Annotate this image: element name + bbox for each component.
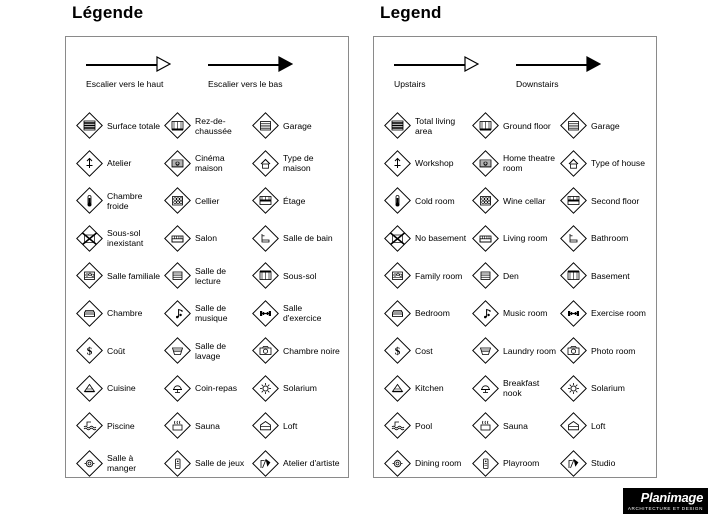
legend-item [472,145,560,183]
sauna-icon-glyph [164,412,191,439]
legend-item [76,145,164,183]
kitchen-icon [384,375,411,402]
legend-item [384,295,472,333]
exercise-room-icon [560,300,587,327]
total-area-icon-glyph [76,112,103,139]
legend-item-label: Total living area [415,115,456,136]
legend-item [252,370,340,408]
legend-item [472,332,560,370]
bedroom-icon [384,300,411,327]
legend-row [76,445,340,483]
legend-row [76,295,340,333]
legend-item [76,370,164,408]
dining-room-icon-glyph [384,450,411,477]
loft-icon-glyph [560,412,587,439]
legend-item-label: Salle de musique [195,303,228,324]
svg-text:$: $ [86,345,93,358]
no-basement-icon [384,225,411,252]
legend-row [76,332,340,370]
solid-arrow-icon [586,56,601,72]
legend-row [384,145,648,183]
legend-item-label: Type of house [591,158,645,169]
legend-item-label: Salle familiale [107,270,161,281]
stairs-header-en [374,53,656,105]
legend-row [76,107,340,145]
legend-item [472,182,560,220]
legend-item-label: Solarium [591,383,625,394]
legend-item-label: Salle de jeux [195,458,245,469]
legend-item-label: Cost [415,345,433,356]
dining-room-icon [384,450,411,477]
second-floor-icon [252,187,279,214]
legend-item [252,445,340,483]
legend-item-label: Cinéma maison [195,153,225,174]
legend-row [384,407,648,445]
arrow-line [394,64,470,66]
legend-item-label: Piscine [107,420,135,431]
legend-row [76,370,340,408]
solarium-icon [252,375,279,402]
legend-item-label: Bedroom [415,308,450,319]
workshop-icon [76,150,103,177]
legend-item [76,332,164,370]
legend-item-label: Chambre [107,308,143,319]
legend-item [252,295,340,333]
workshop-icon-glyph [76,150,103,177]
legend-grid-fr [76,107,340,474]
breakfast-nook-icon [472,375,499,402]
legend-item [164,295,252,333]
legend-item-label: Salle de lavage [195,340,227,361]
wine-cellar-icon-glyph [472,187,499,214]
legend-item-label: Wine cellar [503,195,546,206]
basement-icon [252,262,279,289]
legend-item-label: Exercise room [591,308,646,319]
bedroom-icon-glyph [76,300,103,327]
legend-item [252,182,340,220]
playroom-icon [164,450,191,477]
legend-item [560,332,648,370]
legend-item [76,182,164,220]
legend-item-label: Garage [283,120,312,131]
garage-icon [252,112,279,139]
legend-item [164,407,252,445]
legend-item-label: Living room [503,233,548,244]
legend-item [384,145,472,183]
legend-row [76,220,340,258]
legend-item-label: Family room [415,270,463,281]
legend-item [252,220,340,258]
legend-item-label: Bathroom [591,233,629,244]
legend-item-label: Studio [591,458,616,469]
legend-item [384,407,472,445]
breakfast-nook-icon-glyph [472,375,499,402]
legend-row [76,257,340,295]
basement-icon [560,262,587,289]
no-basement-icon-glyph [76,225,103,252]
stairs-up-art-fr [84,53,204,75]
ground-floor-icon-glyph [472,112,499,139]
cold-room-icon-glyph [76,187,103,214]
total-area-icon-glyph [384,112,411,139]
second-floor-icon-glyph [560,187,587,214]
playroom-icon [472,450,499,477]
legend-item-label: Chambre froide [107,190,143,211]
loft-icon [560,412,587,439]
sauna-icon [164,412,191,439]
legend-item [164,145,252,183]
home-theatre-icon-glyph [472,150,499,177]
family-room-icon-glyph [76,262,103,289]
solarium-icon-glyph [252,375,279,402]
legend-item [252,407,340,445]
living-room-icon [472,225,499,252]
legend-item [472,107,560,145]
garage-icon-glyph [252,112,279,139]
legend-item-label: Salle d'exercice [283,303,322,324]
legend-item-label: Kitchen [415,383,444,394]
legend-item [472,220,560,258]
sauna-icon [472,412,499,439]
solarium-icon [560,375,587,402]
legend-panel-en [373,36,657,478]
breakfast-nook-icon [164,375,191,402]
playroom-icon-glyph [472,450,499,477]
legend-item-label: Breakfast nook [503,378,540,399]
exercise-room-icon-glyph [252,300,279,327]
legend-item-label: Laundry room [503,345,557,356]
legend-row [76,182,340,220]
legend-item-label: Ground floor [503,120,551,131]
photo-room-icon [560,337,587,364]
studio-icon-glyph [560,450,587,477]
living-room-icon-glyph [164,225,191,252]
legend-item [560,107,648,145]
legend-item-label: Sous-sol [283,270,317,281]
legend-item [76,445,164,483]
loft-icon-glyph [252,412,279,439]
pool-icon-glyph [384,412,411,439]
legend-item-label: Sauna [503,420,528,431]
workshop-icon [384,150,411,177]
stairs-down-label-en: Downstairs [516,79,559,89]
legend-item-label: Second floor [591,195,640,206]
legend-item [560,295,648,333]
legend-item [164,332,252,370]
pool-icon [76,412,103,439]
legend-row [76,145,340,183]
stairs-up-art-en [392,53,512,75]
credit-subtitle: ARCHITECTURE ET DESIGN [627,506,703,511]
stairs-up-label-fr: Escalier vers le haut [86,79,164,89]
legend-item [560,182,648,220]
legend-item-label: Type de maison [283,153,314,174]
stairs-down-art-en [514,53,634,75]
house-type-icon-glyph [560,150,587,177]
legend-item-label: Salle de lecture [195,265,227,286]
legend-row [384,182,648,220]
dining-room-icon-glyph [76,450,103,477]
living-room-icon-glyph [472,225,499,252]
legend-item-label: Rez-de-chaussée [195,115,232,136]
legend-item-label: Cuisine [107,383,136,394]
cost-icon-glyph [76,337,103,364]
house-type-icon [560,150,587,177]
sauna-icon-glyph [472,412,499,439]
legend-item [472,295,560,333]
den-icon-glyph [164,262,191,289]
open-arrow-icon [156,56,171,72]
garage-icon [560,112,587,139]
svg-text:$: $ [394,345,401,358]
laundry-room-icon [164,337,191,364]
pool-icon [384,412,411,439]
legend-item-label: Cellier [195,195,220,206]
exercise-room-icon-glyph [560,300,587,327]
legend-item [560,145,648,183]
den-icon [472,262,499,289]
breakfast-nook-icon-glyph [164,375,191,402]
bathroom-icon [252,225,279,252]
solid-arrow-icon [278,56,293,72]
pool-icon-glyph [76,412,103,439]
stairs-header-fr [66,53,348,105]
legend-row [76,407,340,445]
legend-item-label: Den [503,270,519,281]
stairs-down-label-fr: Escalier vers le bas [208,79,283,89]
legend-item [164,370,252,408]
music-room-icon-glyph [472,300,499,327]
total-area-icon [384,112,411,139]
legend-item-label: Home theatre room [503,153,556,174]
wine-cellar-icon-glyph [164,187,191,214]
arrow-line [516,64,592,66]
legend-item [472,257,560,295]
stairs-up-label-en: Upstairs [394,79,426,89]
garage-icon-glyph [560,112,587,139]
legend-item [164,107,252,145]
laundry-room-icon-glyph [472,337,499,364]
legend-row [384,257,648,295]
photo-room-icon-glyph [252,337,279,364]
legend-panel-fr [65,36,349,478]
legend-item-label: Photo room [591,345,636,356]
no-basement-icon-glyph [384,225,411,252]
legend-row [384,295,648,333]
laundry-room-icon-glyph [164,337,191,364]
legend-item-label: Cold room [415,195,455,206]
legend-item-label: Surface totale [107,120,161,131]
legend-grid-en [384,107,648,471]
legend-item-label: Coin-repas [195,383,238,394]
den-icon [164,262,191,289]
legend-item-label: Étage [283,195,306,206]
legend-item-label: Garage [591,120,620,131]
legend-item-label: Atelier [107,158,132,169]
solarium-icon-glyph [560,375,587,402]
legend-item-label: Workshop [415,158,454,169]
legend-item-label: Playroom [503,458,540,469]
legend-item [560,407,648,445]
cost-icon [76,337,103,364]
legend-item-label: No basement [415,233,467,244]
legend-item-label: Sauna [195,420,220,431]
legend-item [76,220,164,258]
second-floor-icon-glyph [252,187,279,214]
stairs-down-item-en [514,53,634,89]
den-icon-glyph [472,262,499,289]
stairs-down-art-fr [206,53,326,75]
cost-icon [384,337,411,364]
laundry-room-icon [472,337,499,364]
legend-item [560,445,648,483]
legend-item-label: Sous-sol inexistant [107,228,144,249]
legend-item [76,257,164,295]
photo-room-icon [252,337,279,364]
basement-icon-glyph [560,262,587,289]
legend-item [560,370,648,408]
exercise-room-icon [252,300,279,327]
legend-item [252,107,340,145]
legend-item [384,370,472,408]
family-room-icon [384,262,411,289]
legend-item-label: Pool [415,420,433,431]
bedroom-icon [76,300,103,327]
legend-item [76,107,164,145]
studio-icon [252,450,279,477]
legend-item [384,445,472,483]
ground-floor-icon-glyph [164,112,191,139]
studio-icon [560,450,587,477]
legend-item-label: Dining room [415,458,462,469]
home-theatre-icon-glyph [164,150,191,177]
legend-item [384,257,472,295]
legend-row [384,370,648,408]
playroom-icon-glyph [164,450,191,477]
legend-row [384,220,648,258]
legend-item-label: Basement [591,270,630,281]
legend-item [76,407,164,445]
legend-item [164,445,252,483]
family-room-icon [76,262,103,289]
bedroom-icon-glyph [384,300,411,327]
legend-item [384,107,472,145]
dining-room-icon [76,450,103,477]
arrow-line [86,64,162,66]
legend-item-label: Salon [195,233,217,244]
legend-item [164,182,252,220]
no-basement-icon [76,225,103,252]
legend-item-label: Coût [107,345,126,356]
loft-icon [252,412,279,439]
bathroom-icon-glyph [252,225,279,252]
ground-floor-icon [472,112,499,139]
legend-row [384,445,648,483]
legend-item-label: Chambre noire [283,345,340,356]
page-title-fr: Légende [72,3,144,22]
legend-row [384,107,648,145]
cold-room-icon [384,187,411,214]
stairs-down-item-fr [206,53,326,89]
legend-item-label: Salle à manger [107,453,137,474]
bathroom-icon-glyph [560,225,587,252]
legend-item-label: Salle de bain [283,233,333,244]
legend-item-label: Loft [283,420,298,431]
music-room-icon [472,300,499,327]
legend-item-label: Solarium [283,383,317,394]
ground-floor-icon [164,112,191,139]
legend-item [252,145,340,183]
legend-item [76,295,164,333]
legend-item [384,220,472,258]
cost-icon-glyph [384,337,411,364]
kitchen-icon [76,375,103,402]
wine-cellar-icon [472,187,499,214]
legend-item [560,220,648,258]
credit-logo [623,488,708,515]
kitchen-icon-glyph [384,375,411,402]
legend-item [472,445,560,483]
family-room-icon-glyph [384,262,411,289]
music-room-icon-glyph [164,300,191,327]
legend-item [252,257,340,295]
legend-item [472,370,560,408]
music-room-icon [164,300,191,327]
legend-item-label: Loft [591,420,606,431]
legend-item [164,220,252,258]
credit-box [623,488,708,514]
legend-item [164,257,252,295]
kitchen-icon-glyph [76,375,103,402]
total-area-icon [76,112,103,139]
living-room-icon [164,225,191,252]
house-type-icon-glyph [252,150,279,177]
open-arrow-icon [464,56,479,72]
photo-room-icon-glyph [560,337,587,364]
workshop-icon-glyph [384,150,411,177]
studio-icon-glyph [252,450,279,477]
legend-row [384,332,648,370]
credit-name: Planimage [640,490,703,505]
home-theatre-icon [472,150,499,177]
second-floor-icon [560,187,587,214]
bathroom-icon [560,225,587,252]
legend-item [252,332,340,370]
house-type-icon [252,150,279,177]
arrow-line [208,64,284,66]
home-theatre-icon [164,150,191,177]
stairs-up-item-en [392,53,512,89]
legend-item [384,182,472,220]
basement-icon-glyph [252,262,279,289]
legend-item-label: Music room [503,308,548,319]
cold-room-icon-glyph [384,187,411,214]
legend-item-label: Atelier d'artiste [283,458,340,469]
cold-room-icon [76,187,103,214]
wine-cellar-icon [164,187,191,214]
stairs-up-item-fr [84,53,204,89]
legend-item [472,407,560,445]
page-title-en: Legend [380,3,442,22]
legend-item [560,257,648,295]
legend-item [384,332,472,370]
